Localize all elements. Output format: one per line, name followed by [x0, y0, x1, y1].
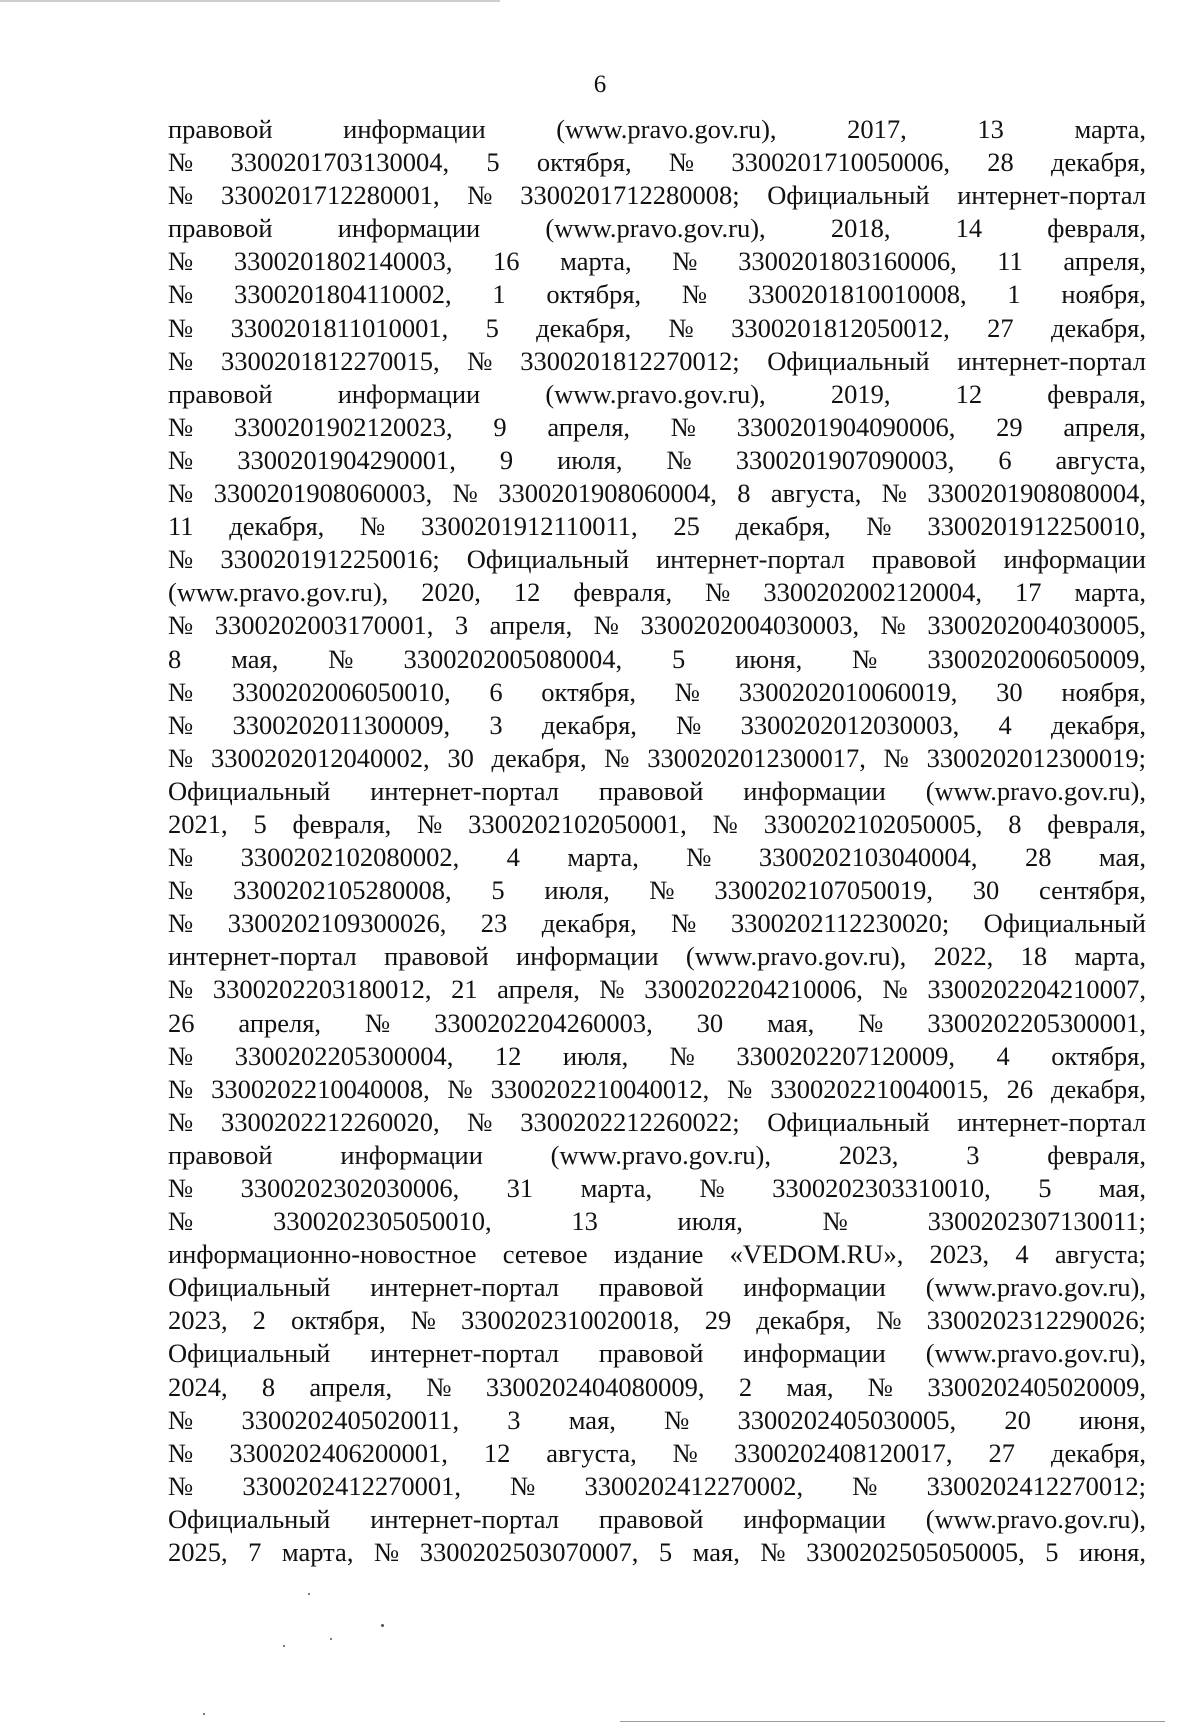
page-number: 6	[593, 71, 607, 98]
text-line: № 3300201912250016; Официальный интернет-портал правовой информации	[168, 544, 1146, 575]
text-line: 2025, 7 марта, № 3300202503070007, 5 мая, № 3300202505050005, 5 июня,	[168, 1537, 1146, 1568]
text-line: № 3300202412270001, № 3300202412270002, № 3300202412270012;	[168, 1470, 1146, 1501]
text-line: № 3300202302030006, 31 марта, № 3300202303310010, 5 мая,	[168, 1173, 1146, 1203]
text-line: № 3300202203180012, 21 апреля, № 3300202204210006, № 3300202204210007,	[168, 974, 1146, 1005]
text-line: 2024, 8 апреля, № 3300202404080009, 2 мая, № 3300202405020009,	[168, 1371, 1146, 1402]
text-line: информационно-новостное сетевое издание «VEDOM.RU», 2023, 4 августа;	[168, 1239, 1146, 1270]
text-line: № 3300202003170001, 3 апреля, № 3300202004030003, № 3300202004030005,	[168, 610, 1146, 641]
text-line: № 3300202210040008, № 3300202210040012, № 3300202210040015, 26 декабря,	[168, 1073, 1146, 1104]
text-line: № 3300201811010001, 5 декабря, № 3300201812050012, 27 декабря,	[168, 312, 1146, 343]
scan-bottom-edge	[620, 1721, 1165, 1722]
text-line: Официальный интернет-портал правовой информации (www.pravo.gov.ru),	[168, 1503, 1146, 1534]
text-line: № 3300202405020011, 3 мая, № 3300202405030005, 20 июня,	[168, 1404, 1146, 1435]
scan-speck	[308, 1593, 310, 1595]
text-line: № 3300201902120023, 9 апреля, № 3300201904090006, 29 апреля,	[168, 411, 1146, 442]
text-line: № 3300202011300009, 3 декабря, № 3300202012030003, 4 декабря,	[168, 709, 1146, 740]
text-line: № 3300201802140003, 16 марта, № 3300201803160006, 11 апреля,	[168, 246, 1146, 277]
scan-speck	[330, 1638, 332, 1640]
document-body-text	[168, 113, 1146, 1569]
text-line: № 3300201703130004, 5 октября, № 3300201710050006, 28 декабря,	[168, 147, 1146, 178]
scan-speck	[203, 1713, 205, 1715]
text-line: № 3300202205300004, 12 июля, № 3300202207120009, 4 октября,	[168, 1040, 1146, 1071]
text-line: 2021, 5 февраля, № 3300202102050001, № 3300202102050005, 8 февраля,	[168, 808, 1146, 839]
text-line: № 3300201712280001, № 3300201712280008; Официальный интернет-портал	[168, 180, 1146, 211]
text-line: Официальный интернет-портал правовой информации (www.pravo.gov.ru),	[168, 775, 1146, 806]
scan-speck	[283, 1645, 285, 1647]
text-line: № 3300201908060003, № 3300201908060004, 8 августа, № 3300201908080004,	[168, 478, 1146, 509]
text-line: № 3300201904290001, 9 июля, № 3300201907090003, 6 августа,	[168, 444, 1146, 475]
text-line: 2023, 2 октября, № 3300202310020018, 29 декабря, № 3300202312290026;	[168, 1305, 1146, 1336]
text-line: правовой информации (www.pravo.gov.ru), 2017, 13 марта,	[168, 114, 1146, 144]
text-line: № 3300202102080002, 4 марта, № 3300202103040004, 28 мая,	[168, 842, 1146, 873]
text-line: 26 апреля, № 3300202204260003, 30 мая, № 3300202205300001,	[168, 1007, 1146, 1038]
text-line: 8 мая, № 3300202005080004, 5 июня, № 3300202006050009,	[168, 643, 1146, 674]
text-line: № 3300202406200001, 12 августа, № 3300202408120017, 27 декабря,	[168, 1437, 1146, 1468]
text-line: № 3300202105280008, 5 июля, № 3300202107050019, 30 сентября,	[168, 875, 1146, 906]
text-line: № 3300201804110002, 1 октября, № 3300201810010008, 1 ноября,	[168, 279, 1146, 310]
text-line: № 3300202305050010, 13 июля, № 3300202307130011;	[168, 1206, 1146, 1237]
text-line: правовой информации (www.pravo.gov.ru), 2019, 12 февраля,	[168, 378, 1146, 409]
text-line: правовой информации (www.pravo.gov.ru), 2023, 3 февраля,	[168, 1139, 1146, 1170]
text-line: (www.pravo.gov.ru), 2020, 12 февраля, № 3300202002120004, 17 марта,	[168, 577, 1146, 608]
text-line: № 3300202109300026, 23 декабря, № 3300202112230020; Официальный	[168, 908, 1146, 939]
text-line: № 3300202006050010, 6 октября, № 3300202010060019, 30 ноября,	[168, 676, 1146, 707]
text-line: Официальный интернет-портал правовой информации (www.pravo.gov.ru),	[168, 1338, 1146, 1369]
text-line: 11 декабря, № 3300201912110011, 25 декабря, № 3300201912250010,	[168, 511, 1146, 542]
text-line: № 3300201812270015, № 3300201812270012; Официальный интернет-портал	[168, 345, 1146, 376]
scan-edge-artifact	[0, 0, 500, 2]
text-line: Официальный интернет-портал правовой информации (www.pravo.gov.ru),	[168, 1272, 1146, 1303]
text-line: № 3300202012040002, 30 декабря, № 3300202012300017, № 3300202012300019;	[168, 742, 1146, 773]
text-line: интернет-портал правовой информации (www.pravo.gov.ru), 2022, 18 марта,	[168, 941, 1146, 972]
text-line: № 3300202212260020, № 3300202212260022; Официальный интернет-портал	[168, 1106, 1146, 1137]
scan-speck	[381, 1624, 384, 1627]
text-line: правовой информации (www.pravo.gov.ru), 2018, 14 февраля,	[168, 213, 1146, 244]
